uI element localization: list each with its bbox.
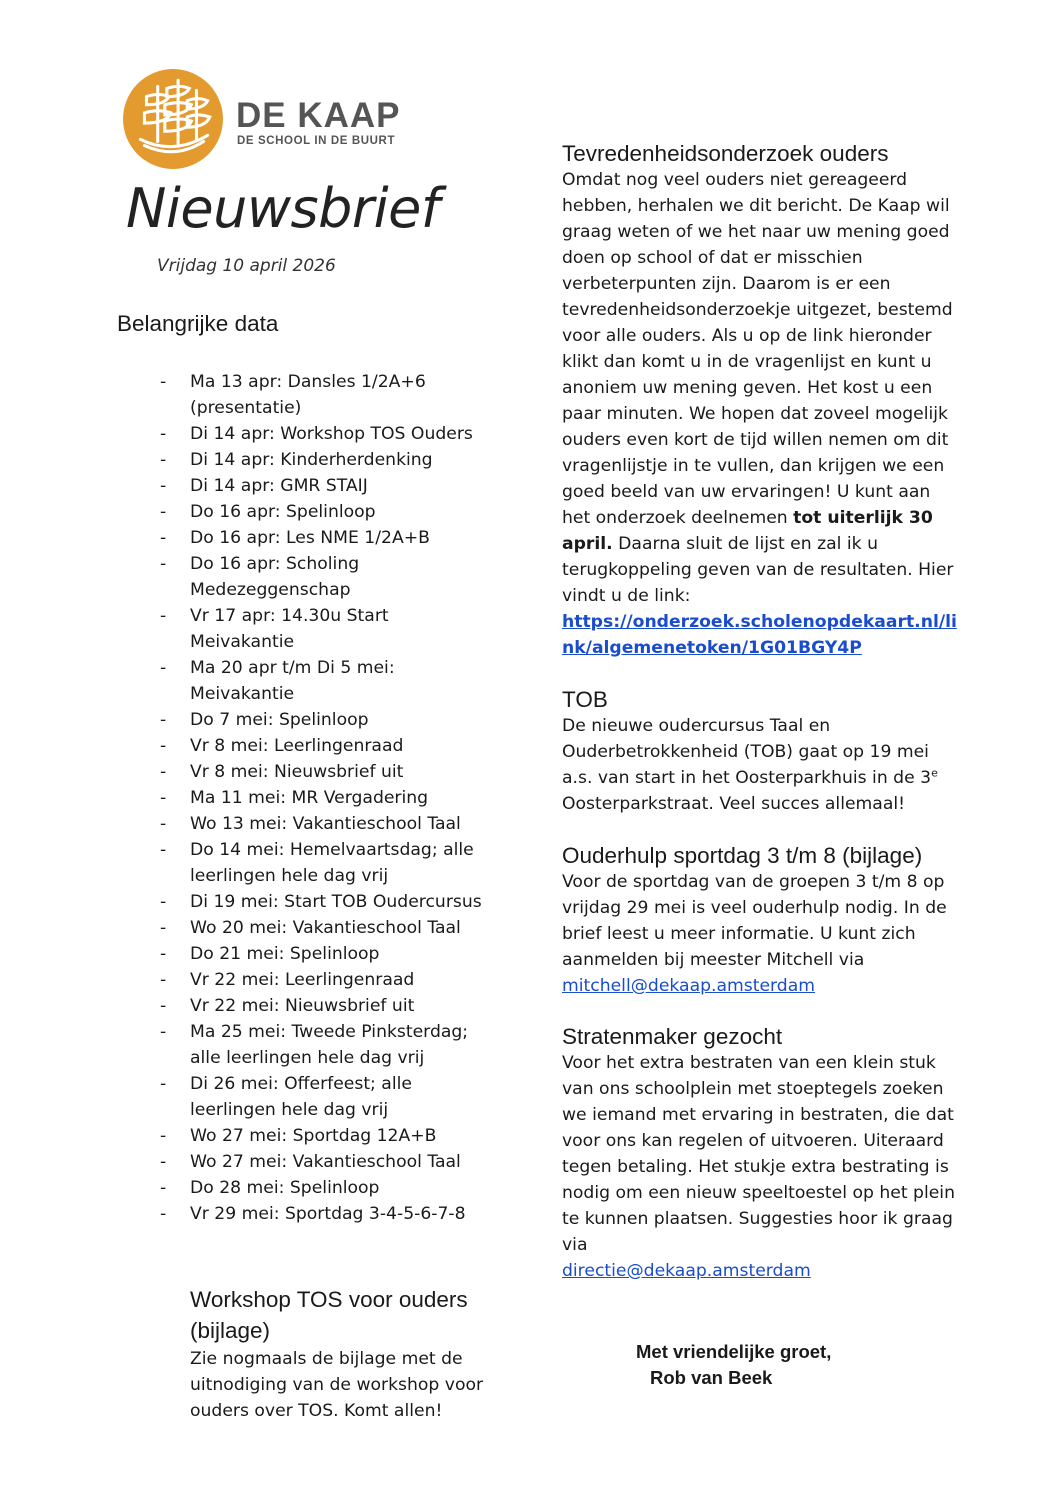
tob-text-after: Oosterparkstraat. Veel succes allemaal! [562, 794, 906, 814]
sportday-section [562, 842, 962, 999]
survey-section [562, 140, 962, 661]
date-list-text: Di 19 mei: Start TOB Oudercursus [190, 892, 482, 912]
date-list-text: Vr 22 mei: Nieuwsbrief uit [190, 996, 415, 1016]
date-list-item [160, 1019, 490, 1071]
list-dash: - [160, 554, 167, 574]
date-list-text: Vr 8 mei: Nieuwsbrief uit [190, 762, 404, 782]
date-list-text: Ma 20 apr t/m Di 5 mei: Meivakantie [190, 658, 395, 704]
closing-greeting: Met vriendelijke groet, [636, 1341, 832, 1362]
date-list-item [160, 447, 490, 473]
paver-email-link[interactable]: directie@dekaap.amsterdam [562, 1261, 811, 1281]
list-dash: - [160, 502, 167, 522]
paver-section [562, 1023, 962, 1284]
date-list-item [160, 421, 490, 447]
important-dates-heading: Belangrijke data [117, 311, 279, 336]
date-list-item [160, 603, 490, 655]
date-list-text: Do 14 mei: Hemelvaartsdag; alle leerlingen hele dag vrij [190, 840, 474, 886]
list-dash: - [160, 658, 167, 678]
date-list-item [160, 499, 490, 525]
list-dash: - [160, 736, 167, 756]
survey-heading: Tevredenheidsonderzoek ouders [562, 141, 889, 166]
date-list-item [160, 1123, 490, 1149]
date-list-item [160, 1201, 490, 1227]
date-list-item [160, 915, 490, 941]
date-list-item [160, 473, 490, 499]
tob-superscript: e [931, 766, 938, 780]
newsletter-date: Vrijdag 10 april 2026 [157, 256, 336, 276]
workshop-heading: Workshop TOS voor ouders (bijlage) [190, 1287, 468, 1343]
date-list-item [160, 967, 490, 993]
school-logo-ship-icon [122, 68, 224, 170]
date-list-text: Wo 27 mei: Vakantieschool Taal [190, 1152, 461, 1172]
date-list-item [160, 889, 490, 915]
workshop-section [190, 1284, 490, 1424]
important-dates-list [160, 369, 490, 1227]
list-dash: - [160, 840, 167, 860]
survey-deadline: tot uiterlijk 30 april. [562, 508, 933, 554]
list-dash: - [160, 450, 167, 470]
date-list-text: Di 14 apr: GMR STAIJ [190, 476, 368, 496]
list-dash: - [160, 918, 167, 938]
date-list-text: Do 7 mei: Spelinloop [190, 710, 369, 730]
list-dash: - [160, 762, 167, 782]
date-list-text: Ma 25 mei: Tweede Pinksterdag; alle leerlingen hele dag vrij [190, 1022, 469, 1068]
date-list-text: Di 14 apr: Workshop TOS Ouders [190, 424, 473, 444]
date-list-text: Vr 8 mei: Leerlingenraad [190, 736, 404, 756]
tob-body [562, 713, 962, 817]
list-dash: - [160, 372, 167, 392]
list-dash: - [160, 788, 167, 808]
date-list-text: Ma 11 mei: MR Vergadering [190, 788, 429, 808]
date-list-text: Do 16 apr: Les NME 1/2A+B [190, 528, 430, 548]
list-dash: - [160, 1204, 167, 1224]
date-list-text: Vr 22 mei: Leerlingenraad [190, 970, 415, 990]
date-list-text: Do 16 apr: Scholing Medezeggenschap [190, 554, 360, 600]
list-dash: - [160, 476, 167, 496]
date-list-text: Do 28 mei: Spelinloop [190, 1178, 380, 1198]
sportday-text: Voor de sportdag van de groepen 3 t/m 8 op vrijdag 29 mei is veel ouderhulp nodig. In de brief leest u meer informatie. U kunt zich aanmelden bij meester Mitchell via [562, 872, 947, 970]
paver-heading: Stratenmaker gezocht [562, 1024, 783, 1049]
date-list-text: Ma 13 apr: Dansles 1/2A+6 (presentatie) [190, 372, 426, 418]
list-dash: - [160, 1022, 167, 1042]
date-list-item [160, 993, 490, 1019]
date-list-text: Di 26 mei: Offerfeest; alle leerlingen hele dag vrij [190, 1074, 412, 1120]
list-dash: - [160, 996, 167, 1016]
list-dash: - [160, 606, 167, 626]
tob-heading: TOB [562, 687, 608, 712]
date-list-item [160, 369, 490, 421]
date-list-item [160, 525, 490, 551]
list-dash: - [160, 424, 167, 444]
list-dash: - [160, 944, 167, 964]
list-dash: - [160, 892, 167, 912]
workshop-body: Zie nogmaals de bijlage met de uitnodiging van de workshop voor ouders over TOS. Komt allen! [190, 1349, 484, 1421]
date-list-text: Wo 13 mei: Vakantieschool Taal [190, 814, 461, 834]
date-list-item [160, 551, 490, 603]
tob-section [562, 686, 962, 817]
date-list-item [160, 1175, 490, 1201]
date-list-item [160, 785, 490, 811]
date-list-item [160, 811, 490, 837]
date-list-text: Do 16 apr: Spelinloop [190, 502, 376, 522]
date-list-item [160, 733, 490, 759]
closing [636, 1339, 831, 1391]
brand-name: DE KAAP [236, 96, 401, 135]
paver-body [562, 1050, 962, 1284]
date-list-item [160, 941, 490, 967]
list-dash: - [160, 1074, 167, 1094]
list-dash: - [160, 970, 167, 990]
date-list-text: Di 14 apr: Kinderherdenking [190, 450, 433, 470]
survey-text-after: Daarna sluit de lijst en zal ik u terugkoppeling geven van de resultaten. Hier vindt u de link: [562, 534, 954, 606]
list-dash: - [160, 814, 167, 834]
list-dash: - [160, 1126, 167, 1146]
brand-tagline: DE SCHOOL IN DE BUURT [237, 135, 396, 147]
survey-link[interactable]: https://onderzoek.scholenopdekaart.nl/link/algemenetoken/1G01BGY4P [562, 612, 957, 658]
paver-text: Voor het extra bestraten van een klein stuk van ons schoolplein met stoeptegels zoeken we iemand met ervaring in bestraten, die dat voor ons kan regelen of uitvoeren. Uiteraard tegen betaling. Het stukje extra bestrating is nodig om een nieuw speeltoestel op het plein te kunnen plaatsen. Suggesties hoor ik graag via [562, 1053, 955, 1255]
date-list-text: Do 21 mei: Spelinloop [190, 944, 380, 964]
list-dash: - [160, 1152, 167, 1172]
date-list-text: Wo 20 mei: Vakantieschool Taal [190, 918, 461, 938]
list-dash: - [160, 710, 167, 730]
date-list-item [160, 655, 490, 707]
date-list-item [160, 707, 490, 733]
closing-name: Rob van Beek [650, 1367, 773, 1388]
date-list-text: Vr 17 apr: 14.30u Start Meivakantie [190, 606, 389, 652]
date-list-item [160, 1071, 490, 1123]
date-list-item [160, 759, 490, 785]
survey-text-before: Omdat nog veel ouders niet gereageerd hebben, herhalen we dit bericht. De Kaap wil graag weten of we het naar uw mening goed doen op school of dat er misschien verbeterpunten zijn. Daarom is er een tevredenheidsonderzoekje uitgezet, bestemd voor alle ouders. Als u op de link hieronder klikt dan komt u in de vragenlijst en kunt u anoniem uw mening geven. Het kost u een paar minuten. We hopen dat zoveel mogelijk ouders even kort de tijd willen nemen om dit vragenlijstje in te vullen, dan krijgen we een goed beeld van uw ervaringen! U kunt aan het onderzoek deelnemen [562, 170, 953, 528]
sportday-heading: Ouderhulp sportdag 3 t/m 8 (bijlage) [562, 843, 923, 868]
sportday-email-link[interactable]: mitchell@dekaap.amsterdam [562, 976, 815, 996]
newsletter-title: Nieuwsbrief [126, 177, 440, 240]
date-list-text: Wo 27 mei: Sportdag 12A+B [190, 1126, 437, 1146]
sportday-body [562, 869, 962, 999]
tob-text-before: De nieuwe oudercursus Taal en Ouderbetrokkenheid (TOB) gaat op 19 mei a.s. van start in het Oosterparkhuis in de 3 [562, 716, 932, 788]
date-list-item [160, 1149, 490, 1175]
survey-body [562, 167, 962, 661]
date-list-item [160, 837, 490, 889]
date-list-text: Vr 29 mei: Sportdag 3-4-5-6-7-8 [190, 1204, 466, 1224]
list-dash: - [160, 528, 167, 548]
list-dash: - [160, 1178, 167, 1198]
